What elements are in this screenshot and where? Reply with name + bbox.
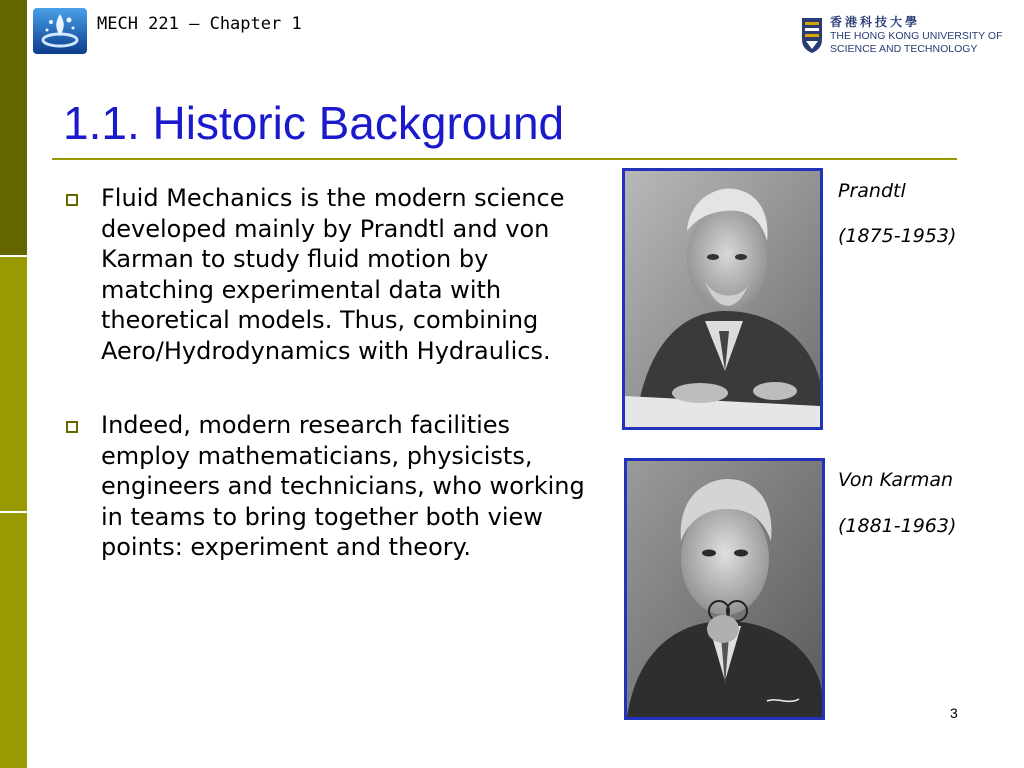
- university-chinese-name: 香港科技大學: [830, 15, 921, 29]
- bullet-item: [64, 183, 594, 366]
- portrait-caption-years: (1875-1953): [838, 225, 957, 247]
- university-emblem-icon: [800, 16, 824, 54]
- title-divider: [52, 158, 957, 160]
- university-name-line2: SCIENCE AND TECHNOLOGY: [830, 43, 978, 55]
- course-logo-icon: [33, 8, 87, 54]
- portrait-caption-name: Prandtl: [838, 180, 906, 202]
- course-title: MECH 221 – Chapter 1: [97, 14, 302, 34]
- square-bullet-icon: [66, 194, 78, 206]
- portrait-caption-name: Von Karman: [838, 469, 954, 491]
- left-stripe-bottom: [0, 512, 27, 768]
- portrait-prandtl: [622, 168, 823, 430]
- portrait-caption-years: (1881-1963): [838, 515, 957, 537]
- page-number: 3: [950, 705, 958, 721]
- bullet-text: Fluid Mechanics is the modern science developed mainly by Prandtl and von Karman to study fluid motion by matching experimental data with theoretical models. Thus, combining Aero/Hydrodynamics with Hydraulics.: [101, 184, 565, 365]
- stripe-divider: [0, 511, 27, 513]
- bullet-text: Indeed, modern research facilities employ mathematicians, physicists, engineers and technicians, who working in teams to bring together both view points: experiment and theory.: [101, 411, 585, 561]
- university-name-line1: THE HONG KONG UNIVERSITY OF: [830, 30, 1003, 42]
- bullet-list: [64, 183, 594, 563]
- stripe-divider: [0, 255, 27, 257]
- square-bullet-icon: [66, 421, 78, 433]
- portrait-von-karman: [624, 458, 825, 720]
- bullet-item: [64, 410, 594, 563]
- university-logo: [800, 14, 1014, 58]
- left-stripe-middle: [0, 256, 27, 512]
- slide-title: 1.1. Historic Background: [63, 97, 565, 149]
- left-stripe-top: [0, 0, 27, 256]
